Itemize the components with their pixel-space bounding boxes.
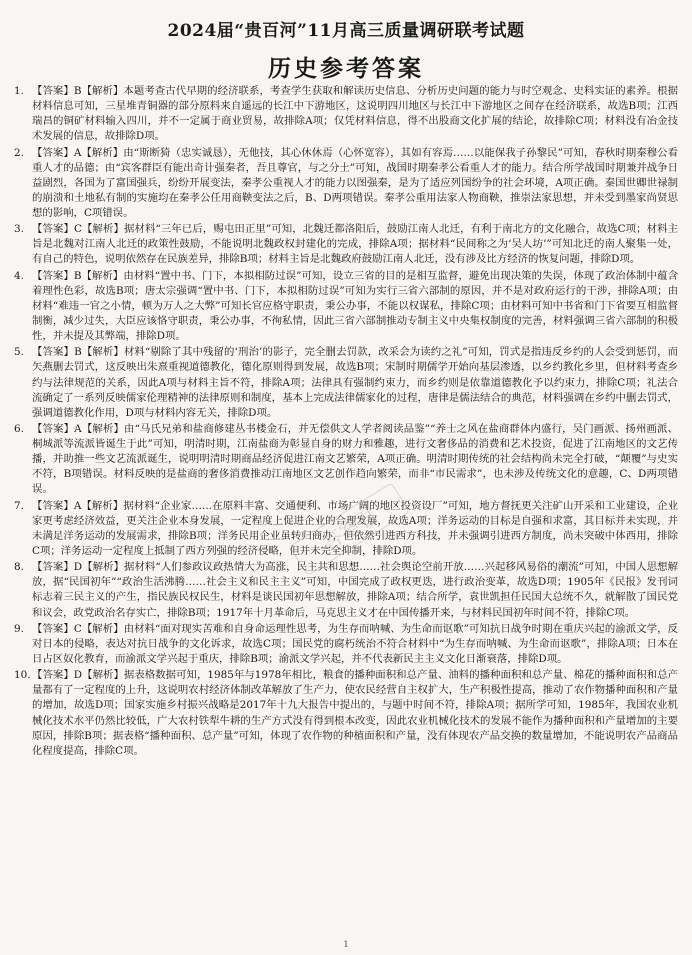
answer-number: 8. <box>14 561 24 574</box>
answer-text: 【答案】B【解析】由材料“置中书、门下，本拟相防过误”可知，设立三省的目的是相互监督，避免出现决策的失误，体现了政治体制中蕴含着理性色彩，故选B项；唐太宗强调“置中书、门下，本拟相防过误”可知为实行三省六部制的原因，并不是对政府运行的干涉，排除A项；由材料“难违一官之小情，顿为万人之大弊”可知长官应格守职责，秉公办事，不能以权谋私，排除C项；由材料可知中书省和门下省要互相监督制衡，减少过失，大臣应该恪守职责，秉公办事，不徇私情，因此三省六部制推动专制主义中央集权制度的完善，材料强调三省六部制的积极性，并未提及其弊端，排除D项。 <box>32 269 678 343</box>
answer-item <box>14 668 678 759</box>
answer-number: 5. <box>14 346 24 359</box>
answer-number: 4. <box>14 269 24 282</box>
answer-number: 9. <box>14 622 24 635</box>
answer-list <box>14 84 678 936</box>
answer-item <box>14 345 678 420</box>
answer-number: 10. <box>14 669 31 682</box>
answer-item <box>14 622 678 667</box>
answer-item <box>14 269 678 344</box>
answer-item <box>14 422 678 497</box>
answer-text: 【答案】A【解析】据材料“企业家……在原料丰富、交通便利、市场广阔的地区投资设厂”可知，地方督抚更关注矿山开采和工业建设，企业家更考虑经济效益，更关注企业本身发展，一定程度上促进企业的合理发展，故选A项；洋务运动的目标是自强和求富，其目标并未实现，并未满足洋务运动的发展需求，排除B项；洋务民用企业虽转归商办，但依然引进西方科技，并未强调引进西方制度，尚未突破中体西用，排除C项；洋务运动一定程度上抵制了西方列强的经济侵略，但并未完全抑制，排除D项。 <box>32 499 678 557</box>
answer-text: 【答案】D【解析】据材料“人们参政议政热情大为高涨，民主共和思想……社会舆论空前开放……兴起移风易俗的潮流”可知，中国人思想解放，据“民国初年”“政治生活沸腾……社会主义和民主主义”可知，中国完成了政权更迭，进行政治变革，故选D项；1905年《民报》发刊词标志着三民主义的产生，指民族民权民生，材料是谈民国初年思想解放，排除A项；结合所学，袁世凯担任民国大总统不久，就解散了国民党和议会，政党政治名存实亡，排除B项；1917年十月革命后，马克思主义才在中国传播开来，与材料民国初年时间不符，排除C项。 <box>32 561 678 619</box>
answer-number: 1. <box>14 85 24 97</box>
answer-item <box>14 146 678 221</box>
answer-text: 【答案】A【解析】由“马氏兄弟和盐商修建丛书楼金石，并无偿供文人学者阅读品鉴”“养士之风在盐商群体内盛行，吴门画派、扬州画派、桐城派等流派皆诞生于此”可知，明清时期，江南盐商为彰显自身的财力和雅趣，进行文奢侈品的消费和艺术投资，促进了江南地区的文艺传播，并助推一些文艺流派诞生，说明明清时期商品经济促进江南文艺繁荣，A项正确。明清时期传统的社会结构尚未完全打破，“颠覆”与史实不符，B项错误。材料反映的是盐商的奢侈消费推动江南地区文艺创作趋向繁荣，而非“市民需求”，也未涉及传统文化的意趣，C、D两项错误。 <box>32 423 678 496</box>
answer-text: 【答案】D【解析】据表格数据可知，1985年与1978年相比，粮食的播种面积和总产量、油料的播种面积和总产量、棉花的播种面积和总产量都有了一定程度的上升，这说明农村经济体制改革解放了生产力，使农民经营自主权扩大，生产积极性提高，推动了农作物播种面积和产量的增加，故选D项；国家实施乡村振兴战略是2017年十九大报告中提出的，与题中时间不符，排除A项；据所学可知，1985年，我国农业机械化技术水平仍然比较低，广大农村铁犁牛耕的生产方式没有得到根本改变，因此农业机械化技术的发展不能作为播种面积和产量增加的主要原因，排除B项；据表格“播种面积、总产量”可知，体现了农作物的种植面积和产量，没有体现农产品交换的数量增加，不能说明农产品商品化程度提高，排除C项。 <box>32 669 678 757</box>
answer-text: 【答案】C【解析】由材料“面对现实苦难和自身命运理性思考，为生存而呐喊、为生命而讴歌”可知抗日战争时期在重庆兴起的渝派文学，反对日本的侵略，表达对抗日战争的文化诉求，故选C项；国民党的腐朽统治不符合材料中“为生存而呐喊、为生命而讴歌”，排除A项；日本在日占区奴化教育，而渝派文学兴起于重庆，排除B项；渝派文学兴起，并不代表新民主主义文化日渐衰落，排除D项。 <box>32 622 678 665</box>
answer-number: 6. <box>14 423 24 435</box>
answer-number: 7. <box>14 499 24 512</box>
watermark-text: 答案君 <box>317 503 382 556</box>
answer-item <box>14 560 678 620</box>
exam-title: 2024届“贵百河”11月高三质量调研联考试题 <box>167 21 525 41</box>
answer-number: 2. <box>14 146 24 159</box>
answer-item <box>14 499 678 559</box>
answer-number: 3. <box>14 223 24 236</box>
answer-item <box>14 222 678 267</box>
answer-text: 【答案】C【解析】据材料“三年已后，赐屯田正里”可知，北魏迁都洛阳后，鼓励江南人北迁，有利于南北方的文化融合，故选C项；材料主旨是北魏对江南人北迁的政策性鼓励，不能说明北魏政权封建化的完成，排除A项；据材料“民间称之为‘吴人坊’”可知北迁的南人聚集一处，有自己的特色，说明依然存在民族差异，排除B项；材料主旨是北魏政府鼓励江南人北迁，没有涉及比方经济的恢复问题，排除D项。 <box>32 223 678 266</box>
page-number: 1 <box>343 940 349 949</box>
answer-text: 【答案】B【解析】本题考查古代早期的经济联系，考查学生获取和解读历史信息、分析历史问题的能力与时空观念、史料实证的素养。根据材料信息可知，三星堆青铜器的部分原料来自遥远的长江中下游地区，这说明四川地区与长江中下游地区之间存在经济联系，故选B项；江西瑞昌的铜矿材料输入四川，并不一定属于商业贸易，故排除A项；仅凭材料信息，得不出股商文化扩展的结论，故排除C项；材料没有冶金技术发展的信息，故排除D项。 <box>32 85 678 143</box>
page-subtitle: 历史参考答案 <box>268 55 424 82</box>
answer-text: 【答案】B【解析】材料“剔除了其中残留的‘刑治’的影子，完全删去罚款，改采会为读约之礼”可知，罚式是指违反乡约的人会受到惩罚，而矢燕删去罚式，这反映出朱熹重视道德教化，德化原则得到发展，故选B项；宋制时期儒学开始向基层渗透，以乡约教化乡里，但材料考查乡约与法律规范的关系，因此A项与材料主旨不符，排除A项；法律具有强制约束力，而乡约则是依靠道德教化予以约束力，排除C项；礼法合流确定了一系列反映儒家伦理精神的法律原则和制度，基本上完成法律儒家化的过程，唐律是儒法结合的典范，材料强调在乡约中删去罚式，强调道德教化作用，D项与材料内容无关，排除D项。 <box>32 346 678 419</box>
answer-item <box>14 84 678 144</box>
answer-text: 【答案】A【解析】由“斯断猗（忠实诚恳），无他技，其心休休焉（心怀宽容），其如有容焉……以能保我子孙黎民”可知，春秋时期秦穆公看重人才的品德；由“宾客群臣有能出奇计强秦者，吾且尊官，与之分土”可知，战国时期秦孝公看重人才的能力。结合所学战国时期兼并战争日益剧烈，各国为了富国强兵，纷纷开展变法，秦孝公重视人才的能力以图强秦，是为了适应列国纷争的社会环境，A项正确。秦国世卿世禄制的崩溃和土地私有制的实施均在秦孝公任用商鞅变法之后，B、D两项错误。秦孝公重用法家人物商鞅，推崇法家思想，并未受到墨家尚贤思想的影响，C项错误。 <box>32 146 678 219</box>
